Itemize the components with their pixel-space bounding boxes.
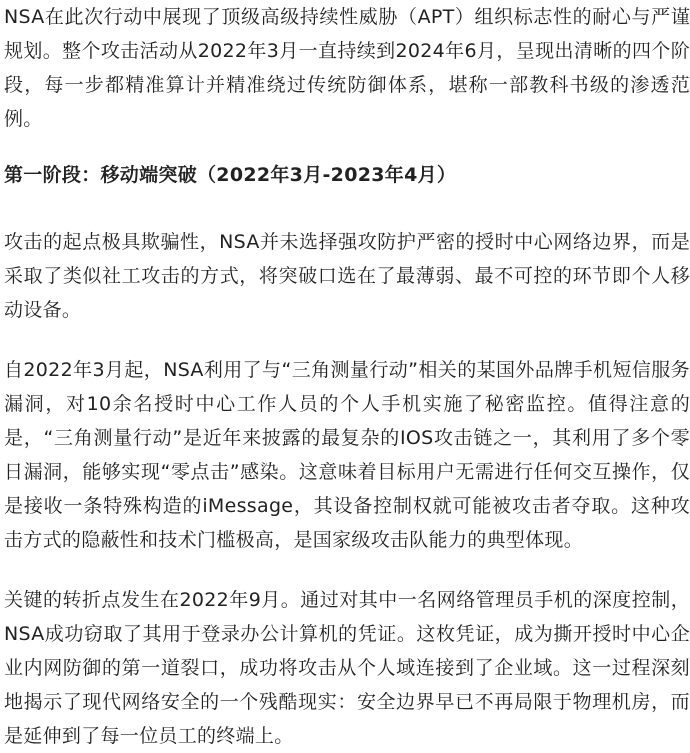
section-heading-stage1: 第一阶段：移动端突破（2022年3月-2023年4月） <box>4 164 457 186</box>
stage1-paragraph-2: 自2022年3月起，NSA利用了与“三角测量行动”相关的某国外品牌手机短信服务漏洞，对10余名授时中心工作人员的个人手机实施了秘密监控。值得注意的是，“三角测量行动”是近年来披露的最复杂的IOS攻击链之一，其利用了多个零日漏洞，能够实现“零点击”感染。这意味着目标用户无需进行任何交互操作，仅是接收一条特殊构造的iMessage，其设备控制权就可能被攻击者夺取。这种攻击方式的隐蔽性和技术门槛极高，是国家级攻击队能力的典型体现。 <box>4 359 690 551</box>
intro-paragraph: NSA在此次行动中展现了顶级高级持续性威胁（APT）组织标志性的耐心与严谨规划。整个攻击活动从2022年3月一直持续到2024年6月，呈现出清晰的四个阶段，每一步都精准算计并精准绕过传统防御体系，堪称一部教科书级的渗透范例。 <box>4 6 690 130</box>
stage1-paragraph-3: 关键的转折点发生在2022年9月。通过对其中一名网络管理员手机的深度控制，NSA成功窃取了其用于登录办公计算机的凭证。这枚凭证，成为撕开授时中心企业内网防御的第一道裂口，成功将攻击从个人域连接到了企业域。这一过程深刻地揭示了现代网络安全的一个残酷现实：安全边界早已不再局限于物理机房，而是延伸到了每一位员工的终端上。 <box>4 589 690 747</box>
stage1-paragraph-1: 攻击的起点极具欺骗性，NSA并未选择强攻防护严密的授时中心网络边界，而是采取了类似社工攻击的方式，将突破口选在了最薄弱、最不可控的环节即个人移动设备。 <box>4 231 690 321</box>
